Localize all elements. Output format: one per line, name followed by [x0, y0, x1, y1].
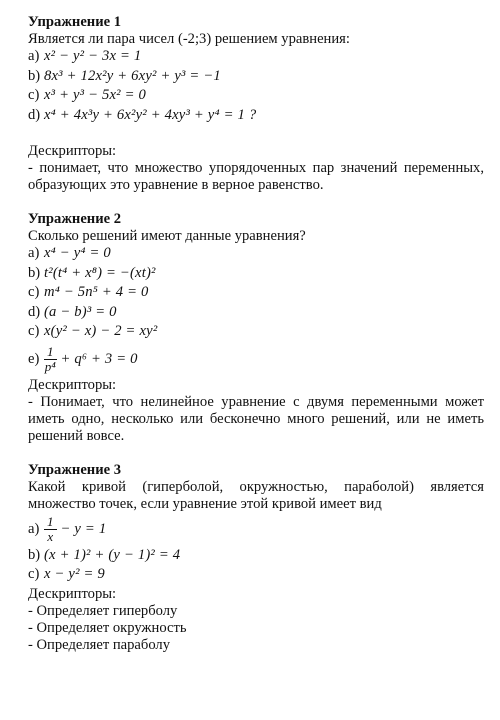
descriptor-item: - Определяет гиперболу — [28, 602, 178, 619]
item-label: c) — [28, 284, 40, 300]
exercise-1-items — [28, 48, 484, 126]
equation: x − y² = 9 — [44, 566, 105, 582]
equation: x² − y² − 3x = 1 — [44, 48, 142, 64]
descriptors-title: Дескрипторы: — [28, 143, 117, 159]
worksheet — [28, 14, 484, 654]
fraction — [44, 345, 57, 374]
fraction-numerator: 1 — [44, 345, 57, 360]
item-label: b) — [28, 546, 41, 563]
exercise-2-title: Упражнение 2 — [28, 211, 122, 227]
item-label: e) — [28, 351, 40, 367]
equation-row — [28, 284, 484, 304]
equation: x(y² − x) − 2 = xy² — [44, 323, 158, 339]
descriptor-item: - Определяет окружность — [28, 619, 187, 636]
exercise-1-title: Упражнение 1 — [28, 14, 122, 30]
fraction — [44, 515, 57, 544]
item-label: c) — [28, 87, 40, 103]
equation-row — [28, 513, 484, 547]
item-label: a) — [28, 245, 40, 261]
equation-row — [28, 48, 484, 68]
equation: t²(t⁴ + x⁸) = −(xt)² — [44, 264, 156, 281]
equation-row — [28, 304, 484, 324]
exercise-3-title: Упражнение 3 — [28, 461, 122, 478]
descriptors-title: Дескрипторы: — [28, 376, 117, 393]
equation: 8x³ + 12x²y + 6xy² + y³ = −1 — [44, 67, 221, 84]
equation: + q⁶ + 3 = 0 — [60, 351, 138, 367]
item-label: b) — [28, 67, 41, 84]
equation-row — [28, 343, 484, 377]
equation: x⁴ − y⁴ = 0 — [44, 245, 111, 261]
exercise-2-items — [28, 245, 484, 377]
equation-row — [28, 87, 484, 107]
equation: (a − b)³ = 0 — [44, 303, 117, 320]
equation-row — [28, 566, 484, 586]
descriptor-text: - Понимает, что нелинейное уравнение с двумя переменными может иметь одно, несколько или бесконечно много решений, или не иметь решений вовсе. — [28, 393, 484, 444]
equation-row — [28, 323, 484, 343]
fraction-numerator: 1 — [44, 515, 57, 530]
item-label: d) — [28, 106, 41, 123]
equation-row — [28, 68, 484, 88]
equation: m⁴ − 5n⁵ + 4 = 0 — [44, 284, 149, 300]
fraction-denominator: p⁴ — [44, 359, 56, 374]
exercise-2-question: Сколько решений имеют данные уравнения? — [28, 228, 306, 244]
fraction-denominator: x — [47, 529, 54, 544]
equation: x³ + y³ − 5x² = 0 — [44, 87, 146, 103]
exercise-3-question: Какой кривой (гиперболой, окружностью, параболой) является множество точек, если уравнение этой кривой имеет вид — [28, 478, 484, 512]
item-label: a) — [28, 48, 40, 64]
equation-row — [28, 245, 484, 265]
item-label: b) — [28, 264, 41, 281]
item-label: d) — [28, 303, 41, 320]
equation-row — [28, 265, 484, 285]
item-label: c) — [28, 323, 40, 339]
item-label: a) — [28, 521, 40, 537]
equation: x⁴ + 4x³y + 6x²y² + 4xy³ + y⁴ = 1 ? — [44, 106, 257, 123]
descriptor-item: - Определяет параболу — [28, 636, 171, 653]
exercise-3-items — [28, 513, 484, 586]
equation: − y = 1 — [60, 521, 107, 537]
equation-row — [28, 107, 484, 127]
descriptor-text: - понимает, что множество упорядоченных пар значений переменных, образующих это уравнение в верное равенство. — [28, 160, 484, 193]
item-label: c) — [28, 566, 40, 582]
equation-row — [28, 547, 484, 567]
exercise-1-question: Является ли пара чисел (-2;3) решением уравнения: — [28, 31, 350, 47]
descriptors-title: Дескрипторы: — [28, 585, 117, 602]
equation: (x + 1)² + (y − 1)² = 4 — [44, 546, 181, 563]
